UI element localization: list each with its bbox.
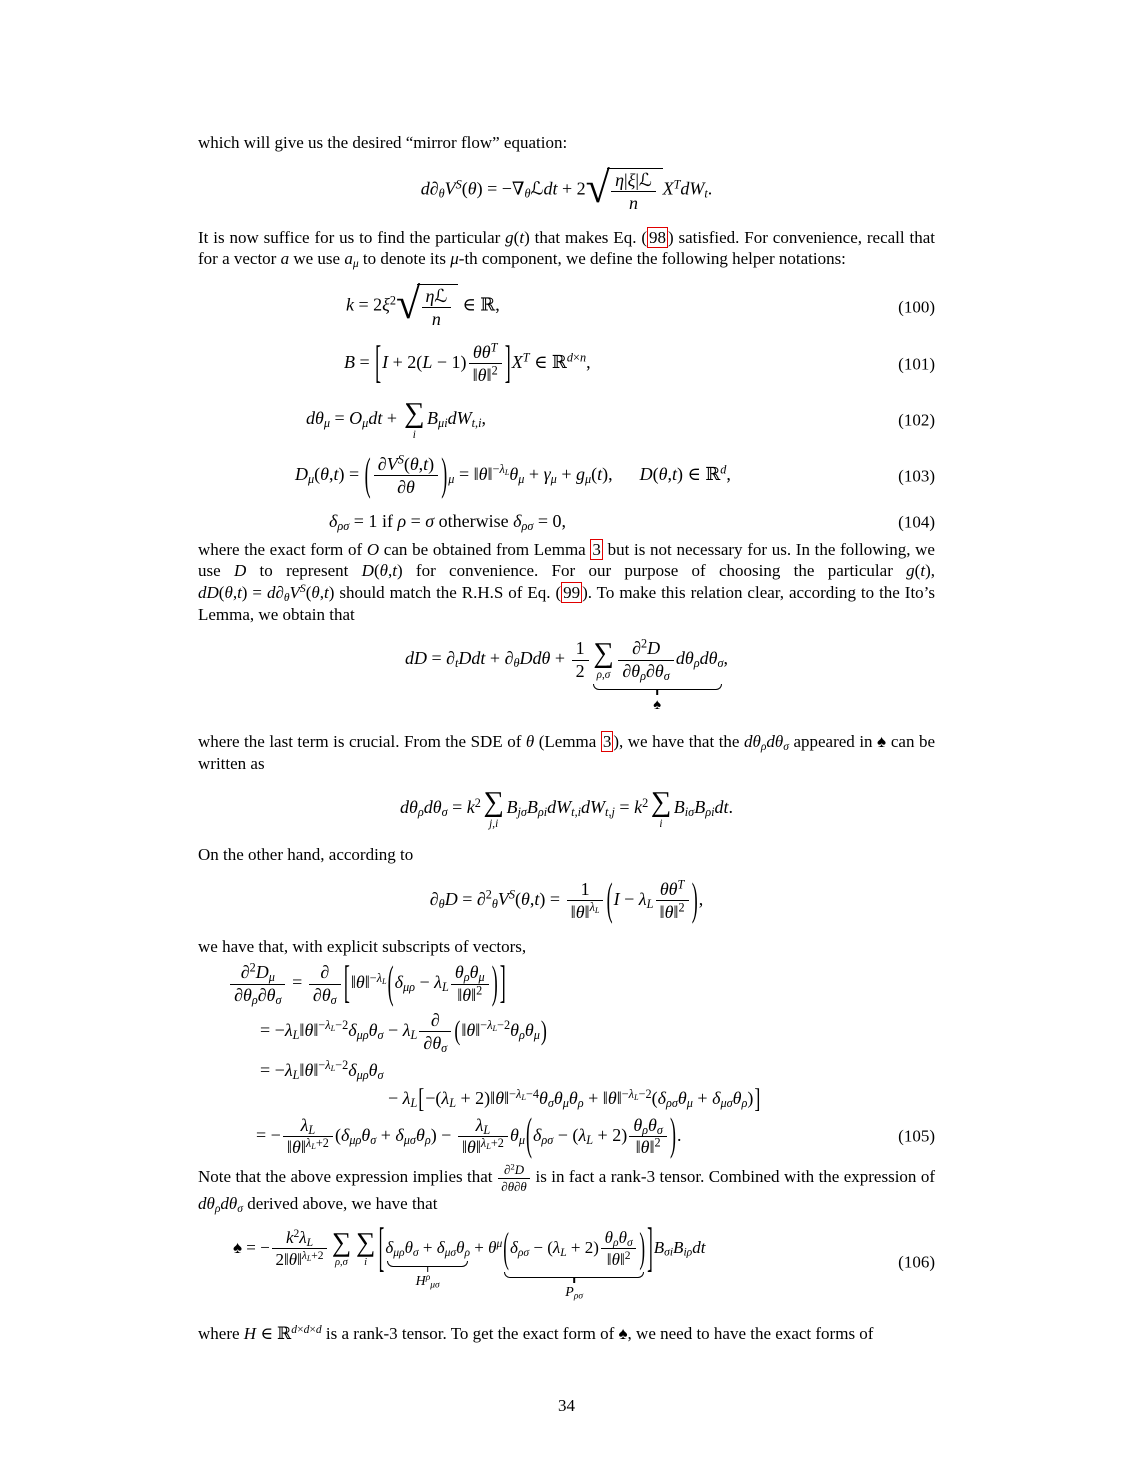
inline-math: O: [366, 539, 380, 559]
page-number: 34: [558, 1396, 575, 1415]
inline-math: μ: [450, 249, 459, 269]
equation-number-100: (100): [898, 296, 935, 316]
inline-math: D(θ,t): [361, 561, 403, 581]
reference-link[interactable]: 98: [648, 227, 666, 247]
inline-math: g(t): [906, 561, 931, 581]
math-100: $k = 2\xi^2$ √ $\frac{\text{ηℒ}}{n}$ ∈ ℝ,: [346, 278, 500, 329]
math-105-line-1: $\frac{\partial^2D_\mu}{\partial\theta_\rho\partial\theta_\sigma}$ = $\frac{\partial}{\partial\theta_\sigma}$ [$‖\theta‖^{-\lambda_L}(\delta_{\mu\rho} - \lambda_L$ $\frac{\theta_\rho\theta_\mu}{‖\theta‖^2}$ ) ]: [228, 963, 507, 1005]
math-second-derivative: $\partial_\theta D = \partial^2_\theta V^S(\theta,t)$ = $\frac{1}{‖\theta‖^{\lambda_L}}$ ($I - \lambda_L$ $\frac{\theta\theta^T}{‖\theta‖^2}$ ),: [429, 873, 704, 924]
equation-number-106: (106): [898, 1252, 935, 1272]
inline-math: H ∈ ℝ$^{d\times d\times d}$: [243, 1322, 322, 1343]
equation-105-line-1: [198, 957, 935, 1008]
equation-101: [198, 337, 935, 388]
reference-link[interactable]: 99: [563, 583, 581, 603]
equation-100: [198, 278, 935, 329]
paragraph-ito-lemma: where the exact form of O can be obtained from Lemma 3 but is not necessary for us. In the following, we use D to represent D(θ,t) for convenience. For our purpose of choosing the particular g(t), $dD(\theta,t) = d\partial_\theta V^S(\theta,t)$ should match the R.H.S of Eq. ( 99 ). To make this relation clear, according to the Ito’s Lemma, we obtain that: [198, 539, 936, 624]
equation-105-block: [198, 957, 935, 1160]
equation-number-103: (103): [898, 465, 935, 485]
paragraph-closing: where H ∈ ℝ$^{d\times d\times d}$ is a rank-3 tensor. To get the exact form of ♠, we need to have the exact forms of: [198, 1322, 874, 1343]
equation-number-104: (104): [898, 512, 935, 532]
math-103: $D_\mu(\theta,t)$ = ( $\frac{\partial V^S(\theta,t)}{\partial\theta}$ )$_\mu$ = $‖\theta‖^{-\lambda_L}\theta_\mu + \gamma_\mu + g_\mu(t)$, D(θ,t) ∈ ℝ$^d$,: [295, 448, 731, 499]
equation-105-line-5: [198, 1109, 935, 1160]
equation-ito-expansion: [198, 639, 935, 717]
paragraph-intro: which will give us the desired “mirror flow” equation:: [198, 133, 568, 152]
equation-103: [198, 448, 935, 499]
equation-number-102: (102): [898, 410, 935, 430]
equation-number-105: (105): [898, 1126, 935, 1146]
math-105-line-3: = $-\lambda_L‖\theta‖^{-\lambda_L-2}\delta_{\mu\rho}\theta_\sigma$: [260, 1058, 384, 1082]
inline-math: g(t): [505, 227, 530, 247]
reference-link[interactable]: 3: [592, 539, 601, 559]
equation-second-derivative: [198, 873, 935, 924]
equation-102: [198, 396, 935, 441]
inline-math: D: [233, 561, 247, 581]
math-104: $\delta_{\rho\sigma} = 1$ if ρ = σ otherwise $\delta_{\rho\sigma} = 0$,: [329, 511, 567, 534]
math-105-line-2: = $-\lambda_L‖\theta‖^{-\lambda_L-2}\delta_{\mu\rho}\theta_\sigma - \lambda_L$ $\frac{\partial}{\partial\theta_\sigma}$ $(‖\theta‖^{-\lambda_L-2}\theta_\rho\theta_\mu)$: [260, 1009, 547, 1055]
math-ito-expansion: dD = $\partial_tDdt + \partial_\theta Dd\theta$ + $\frac{1}{2}$ ∑ ρ,σ $\frac{\partial^2D}{\partial\theta_\rho\partial\theta_\sigma}$ $d\theta_\rho d\theta_\sigma$ ♠ ,: [404, 637, 729, 714]
math-102: $d\theta_\mu = O_\mu dt$ + ∑ i $B_{\mu i}dW_{t,i}$,: [306, 396, 486, 441]
inline-math: $a_\mu$: [344, 249, 359, 271]
inline-math: θ: [525, 732, 535, 752]
equation-number-101: (101): [898, 354, 935, 374]
reference-link[interactable]: 3: [602, 732, 612, 752]
paragraph-other-hand: On the other hand, according to: [198, 845, 414, 865]
math-106: ♠ = − $\frac{k^2\lambda_L}{2‖\theta‖^{\lambda_L+2}}$ ∑ ρ,σ ∑ i [$\delta_{\mu\rho}\theta_\sigma + \delta_{\mu\sigma}\theta_\rho$ $H^\rho_{\mu\sigma}$ + $\theta^\mu(\delta_{\rho\sigma} - (\lambda_L + 2)$ $\frac{\theta_\rho\theta_\sigma}{‖\theta‖^2}$ ) $P_{\rho\sigma}$ ]$B_{\sigma i}B_{i\rho}dt$: [233, 1216, 706, 1301]
paragraph-rank3: Note that the above expression implies that $\frac{\partial^2D}{\partial\theta\partial\theta}$ is in fact a rank-3 tensor. Combined with the expression of $d\theta_\rho d\theta_\sigma$ derived above, we have that: [198, 1161, 935, 1216]
math-dtheta-product: $d\theta_\rho d\theta_\sigma = k^2$ ∑ j,i $B_{j\sigma}B_{\rho i}dW_{t,i}dW_{t,j} = k^2$ ∑ i $B_{i\sigma}B_{\rho i}dt$.: [400, 786, 733, 831]
inline-math: a: [280, 249, 290, 269]
equation-105-line-4: [198, 1082, 935, 1114]
math-mirror-flow: $d\partial_\theta V^S(\theta)$ = $-\nabla_\theta ℒdt + 2$ √ $\frac{\text{η|ξ|ℒ}}{n}$ $X^TdW_t$.: [420, 162, 713, 213]
equation-104: [198, 510, 935, 533]
paragraph-subscripts: we have that, with explicit subscripts of vectors,: [198, 936, 527, 956]
inline-math: $d\theta_\rho d\theta_\sigma$: [198, 1194, 243, 1216]
equation-106: [198, 1216, 935, 1309]
paper-page: [198, 130, 935, 1346]
equation-105-line-3: [198, 1059, 935, 1082]
math-101: B = [I + 2(L − 1) $\frac{\theta\theta^T}{‖\theta‖^2}$ ]$X^T$ ∈ ℝ$^{d\times n}$,: [344, 337, 591, 388]
inline-math: $dD(\theta,t) = d\partial_\theta V^S(\theta,t)$: [198, 582, 335, 604]
equation-105-line-2: [198, 1011, 935, 1053]
math-105-line-5: = − $\frac{\lambda_L}{‖\theta‖^{\lambda_L+2}}$ $(\delta_{\mu\rho}\theta_\sigma + \delta_{\mu\sigma}\theta_\rho)$ − $\frac{\lambda_L}{‖\theta‖^{\lambda_L+2}}$ $\theta_\mu(\delta_{\rho\sigma} - (\lambda_L + 2)$ $\frac{\theta_\rho\theta_\sigma}{‖\theta‖^2}$ ).: [256, 1109, 682, 1160]
paragraph-helper-notations: It is now suffice for us to find the particular g(t) that makes Eq. ( 98 ) satisfied. For convenience, recall that for a vector a we use $a_\mu$ to denote its μ-th component, we define the following helper notations:: [198, 227, 935, 271]
paragraph-sde: where the last term is crucial. From the SDE of θ (Lemma 3 ), we have that the $d\theta_\rho d\theta_\sigma$ appeared in ♠ can be written as: [198, 732, 935, 773]
inline-math: $\frac{\partial^2D}{\partial\theta\partial\theta}$: [497, 1167, 531, 1186]
equation-dtheta-product: [198, 788, 935, 830]
inline-math: $d\theta_\rho d\theta_\sigma$: [743, 732, 789, 753]
math-105-line-4: − $\lambda_L[-(\lambda_L$ + $2)‖\theta‖^{-\lambda_L-4}\theta_\sigma\theta_\mu\theta_\rho$ + $‖\theta‖^{-\lambda_L-2}(\delta_{\rho\sigma}\theta_\mu + \delta_{\mu\sigma}\theta_\rho)$]: [388, 1082, 761, 1114]
equation-mirror-flow: [198, 162, 935, 213]
